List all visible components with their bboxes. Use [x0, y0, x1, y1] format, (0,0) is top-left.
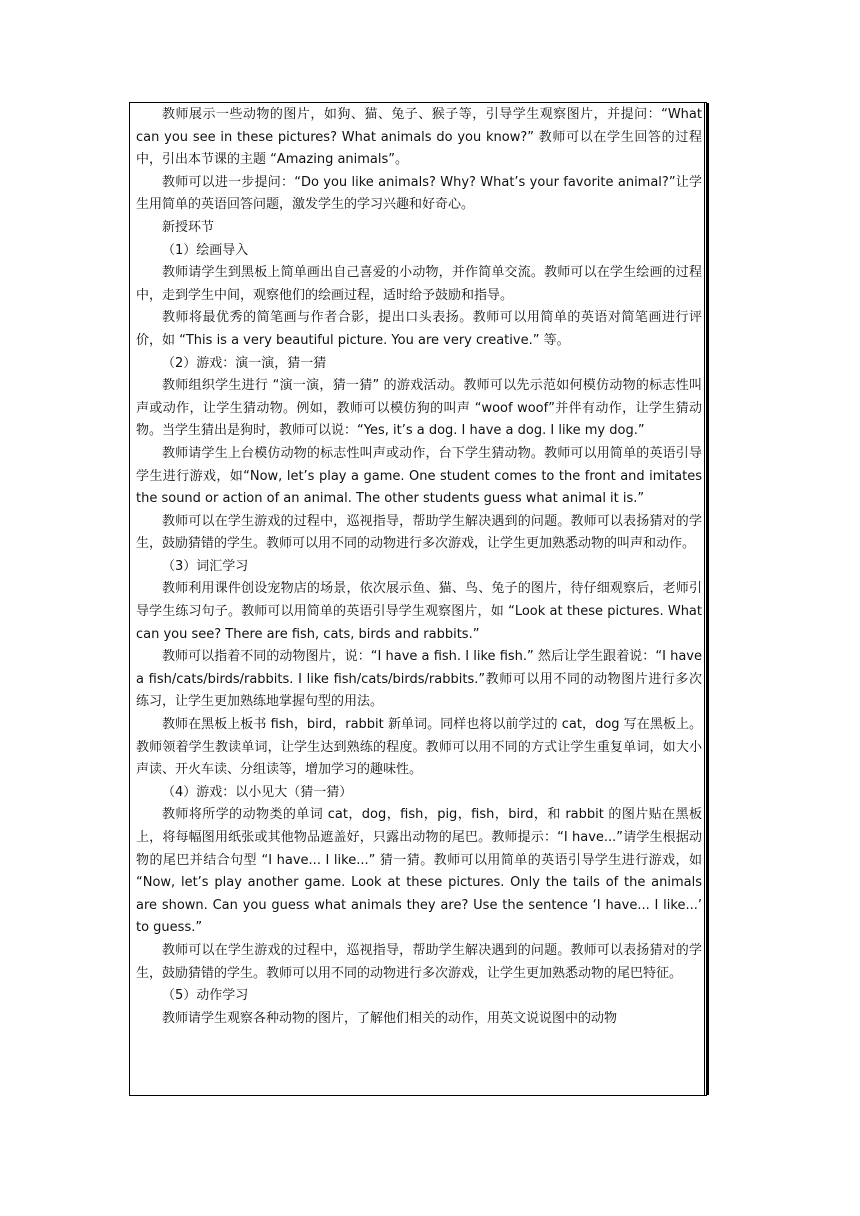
table-right-border	[708, 103, 709, 1095]
section-heading: 新授环节	[162, 219, 215, 235]
subsection-heading: （1）绘画导入	[162, 242, 249, 258]
paragraph: 教师在黑板上板书 fish，bird，rabbit 新单词。同样也将以前学过的 cat，dog 写在黑板上。教师领着学生教读单词，让学生达到熟练的程度。教师可以用不同的方式让学生重复单词，如大小声读、开火车读、分组读等，增加学习的趣味性。	[136, 717, 702, 778]
paragraph: 教师展示一些动物的图片，如狗、猫、兔子、猴子等，引导学生观察图片，并提问：“What can you see in these pictures? What animals do you know?” 教师可以在学生回答的过程中，引出本节课的主题 “Amazing animals”。	[136, 107, 702, 168]
paragraph: 教师组织学生进行 “演一演，猜一猜” 的游戏活动。教师可以先示范如何模仿动物的标志性叫声或动作，让学生猜动物。例如，教师可以模仿狗的叫声 “woof woof”并伴有动作，让学生猜动物。当学生猜出是狗时，教师可以说：“Yes, it’s a dog. I have a dog. I like my dog.”	[136, 378, 702, 439]
lesson-body	[136, 104, 702, 1030]
paragraph: 教师利用课件创设宠物店的场景，依次展示鱼、猫、鸟、兔子的图片，待仔细观察后，老师引导学生练习句子。教师可以用简单的英语引导学生观察图片，如 “Look at these pictures. What can you see? There are fish, cats, birds and rabbits.”	[136, 581, 702, 642]
paragraph: 教师请学生上台模仿动物的标志性叫声或动作，台下学生猜动物。教师可以用简单的英语引导学生进行游戏，如“Now, let’s play a game. One student comes to the front and imitates the sound or action of an animal. The other students guess what animal it is.”	[136, 445, 702, 507]
paragraph: 教师可以在学生游戏的过程中，巡视指导，帮助学生解决遇到的问题。教师可以表扬猜对的学生，鼓励猜错的学生。教师可以用不同的动物进行多次游戏，让学生更加熟悉动物的叫声和动作。	[136, 513, 702, 552]
table-column-divider	[707, 103, 708, 1095]
subsection-heading: （3）词汇学习	[162, 558, 249, 574]
subsection-heading: （2）游戏：演一演，猜一猜	[162, 355, 327, 371]
paragraph: 教师将最优秀的简笔画与作者合影，提出口头表扬。教师可以用简单的英语对简笔画进行评价，如 “This is a very beautiful picture. You are very creative.” 等。	[136, 310, 702, 348]
subsection-heading: （5）动作学习	[162, 988, 249, 1004]
paragraph: 教师可以指着不同的动物图片，说：“I have a fish. I like fish.” 然后让学生跟着说：“I have a fish/cats/birds/rabbits. I like fish/cats/birds/rabbits.”教师可以用不同的动物图片进行多次练习，让学生更加熟练地掌握句型的用法。	[136, 649, 702, 710]
subsection-heading: （4）游戏：以小见大（猜一猜）	[162, 784, 353, 800]
paragraph: 教师请学生观察各种动物的图片，了解他们相关的动作，用英文说说图中的动物	[162, 1010, 618, 1026]
paragraph: 教师可以进一步提问：“Do you like animals? Why? What’s your favorite animal?”让学生用简单的英语回答问题，激发学生的学习兴趣和好奇心。	[136, 174, 702, 213]
paragraph: 教师可以在学生游戏的过程中，巡视指导，帮助学生解决遇到的问题。教师可以表扬猜对的学生，鼓励猜错的学生。教师可以用不同的动物进行多次游戏，让学生更加熟悉动物的尾巴特征。	[136, 942, 702, 981]
table-column-line	[704, 102, 705, 1096]
paragraph: 教师将所学的动物类的单词 cat，dog，fish，pig，fish，bird，和 rabbit 的图片贴在黑板上，将每幅图用纸张或其他物品遮盖好，只露出动物的尾巴。教师提示：“I have...”请学生根据动物的尾巴并结合句型 “I have... I like...” 猜一猜。教师可以用简单的英语引导学生进行游戏，如 “Now, let’s play another game. Look at these pictures. Only the tails of the animals are shown. Can you guess what animals they are? Use the sentence ‘I have... I like...’ to guess.”	[136, 807, 702, 936]
paragraph: 教师请学生到黑板上简单画出自己喜爱的小动物，并作简单交流。教师可以在学生绘画的过程中，走到学生中间，观察他们的绘画过程，适时给予鼓励和指导。	[136, 265, 702, 303]
